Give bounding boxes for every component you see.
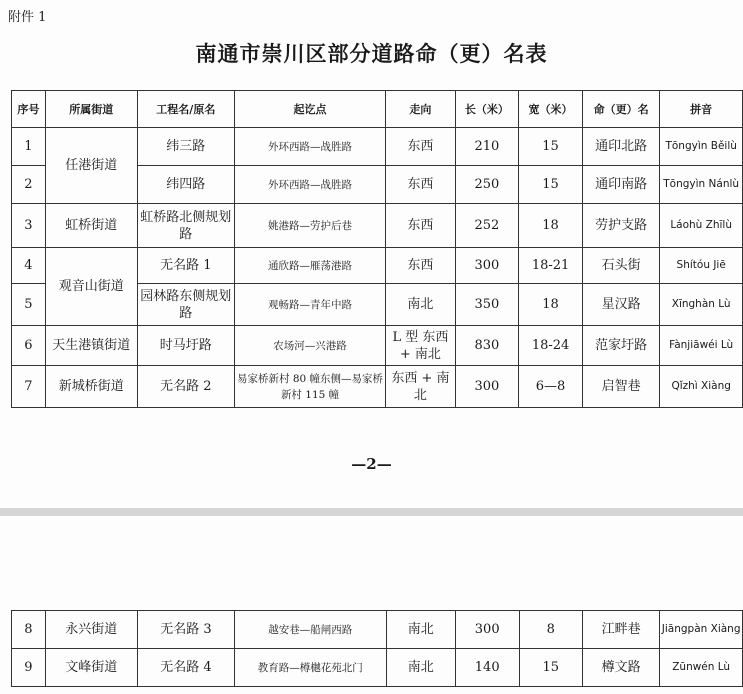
- width-cell: 18-24: [519, 326, 583, 366]
- range-cell: 观畅路—青年中路: [234, 284, 385, 326]
- table-row: [12, 326, 743, 366]
- street-cell: 天生港镇街道: [45, 326, 137, 366]
- new-name-cell: 通印南路: [582, 166, 659, 204]
- direction-cell: 南北: [386, 611, 455, 649]
- new-name-cell: 范家圩路: [582, 326, 659, 366]
- row-number: 9: [12, 649, 46, 687]
- row-number: 2: [12, 166, 46, 204]
- table-row: [12, 248, 743, 284]
- length-cell: 140: [455, 649, 519, 687]
- road-naming-table-continued: [11, 610, 743, 687]
- range-cell: 外环西路—战胜路: [234, 166, 385, 204]
- new-name-cell: 启智巷: [582, 366, 659, 408]
- length-cell: 250: [455, 166, 519, 204]
- header-cell: 长（米）: [455, 91, 519, 128]
- length-cell: 252: [455, 204, 519, 248]
- direction-cell: L 型 东西 + 南北: [386, 326, 455, 366]
- header-cell: 命（更）名: [582, 91, 659, 128]
- row-number: 8: [12, 611, 46, 649]
- length-cell: 300: [455, 366, 519, 408]
- original-name-cell: 无名路 2: [137, 366, 234, 408]
- pinyin-cell: Xīnghàn Lù: [660, 284, 743, 326]
- direction-cell: 东西: [386, 128, 455, 166]
- range-cell: 外环西路—战胜路: [234, 128, 385, 166]
- width-cell: 15: [519, 128, 583, 166]
- street-cell: 新城桥街道: [45, 366, 137, 408]
- table-header-row: [12, 91, 743, 128]
- width-cell: 15: [519, 166, 583, 204]
- street-cell: 任港街道: [45, 128, 137, 204]
- pinyin-cell: Tōngyìn Nánlù: [660, 166, 743, 204]
- street-cell: 文峰街道: [45, 649, 137, 687]
- range-cell: 教育路—樽樾花苑北门: [235, 649, 387, 687]
- length-cell: 830: [455, 326, 519, 366]
- table-row: [12, 204, 743, 248]
- pinyin-cell: Tōngyìn Běilù: [660, 128, 743, 166]
- header-cell: 宽（米）: [519, 91, 583, 128]
- original-name-cell: 虹桥路北侧规划路: [137, 204, 234, 248]
- length-cell: 300: [455, 248, 519, 284]
- pinyin-cell: Qǐzhì Xiàng: [660, 366, 743, 408]
- street-cell: 虹桥街道: [45, 204, 137, 248]
- length-cell: 350: [455, 284, 519, 326]
- width-cell: 6—8: [519, 366, 583, 408]
- length-cell: 300: [455, 611, 519, 649]
- original-name-cell: 园林路东侧规划路: [137, 284, 234, 326]
- road-naming-table: [11, 90, 743, 408]
- header-cell: 走向: [386, 91, 455, 128]
- table-row: [12, 649, 743, 687]
- new-name-cell: 石头街: [582, 248, 659, 284]
- row-number: 7: [12, 366, 46, 408]
- original-name-cell: 时马圩路: [137, 326, 234, 366]
- original-name-cell: 纬三路: [137, 128, 234, 166]
- pinyin-cell: Láohù Zhīlù: [660, 204, 743, 248]
- new-name-cell: 劳护支路: [582, 204, 659, 248]
- direction-cell: 南北: [386, 649, 455, 687]
- pinyin-cell: Zūnwén Lù: [660, 649, 743, 687]
- page-number: —2—: [351, 455, 392, 473]
- width-cell: 15: [519, 649, 583, 687]
- new-name-cell: 江畔巷: [583, 611, 660, 649]
- original-name-cell: 无名路 1: [137, 248, 234, 284]
- width-cell: 8: [519, 611, 583, 649]
- table-row: [12, 366, 743, 408]
- street-cell: 观音山街道: [45, 248, 137, 326]
- width-cell: 18: [519, 284, 583, 326]
- table-row: [12, 128, 743, 166]
- table-row: [12, 611, 743, 649]
- length-cell: 210: [455, 128, 519, 166]
- range-cell: 通欣路—雁荡港路: [234, 248, 385, 284]
- range-cell: 农场河—兴港路: [234, 326, 385, 366]
- row-number: 5: [12, 284, 46, 326]
- row-number: 3: [12, 204, 46, 248]
- width-cell: 18: [519, 204, 583, 248]
- pinyin-cell: Shítóu Jiē: [660, 248, 743, 284]
- new-name-cell: 星汉路: [582, 284, 659, 326]
- direction-cell: 东西: [386, 204, 455, 248]
- header-cell: 序号: [12, 91, 46, 128]
- original-name-cell: 无名路 4: [137, 649, 234, 687]
- attachment-label: 附件 1: [8, 10, 47, 25]
- pinyin-cell: Fànjiāwéi Lù: [660, 326, 743, 366]
- new-name-cell: 樽文路: [583, 649, 660, 687]
- range-cell: 越安巷—船闸西路: [235, 611, 387, 649]
- pinyin-cell: Jiāngpàn Xiàng: [660, 611, 743, 649]
- row-number: 4: [12, 248, 46, 284]
- header-cell: 起讫点: [234, 91, 385, 128]
- row-number: 6: [12, 326, 46, 366]
- header-cell: 工程名/原名: [137, 91, 234, 128]
- direction-cell: 东西: [386, 166, 455, 204]
- header-cell: 所属街道: [45, 91, 137, 128]
- original-name-cell: 纬四路: [137, 166, 234, 204]
- direction-cell: 东西: [386, 248, 455, 284]
- new-name-cell: 通印北路: [582, 128, 659, 166]
- range-cell: 姚港路—劳护后巷: [234, 204, 385, 248]
- header-cell: 拼音: [660, 91, 743, 128]
- page-separator: [0, 508, 743, 516]
- direction-cell: 南北: [386, 284, 455, 326]
- direction-cell: 东西 + 南北: [386, 366, 455, 408]
- row-number: 1: [12, 128, 46, 166]
- width-cell: 18-21: [519, 248, 583, 284]
- original-name-cell: 无名路 3: [137, 611, 234, 649]
- street-cell: 永兴街道: [45, 611, 137, 649]
- document-title: 南通市崇川区部分道路命（更）名表: [195, 41, 548, 66]
- range-cell: 易家桥新村 80 幢东侧—易家桥新村 115 幢: [234, 366, 385, 408]
